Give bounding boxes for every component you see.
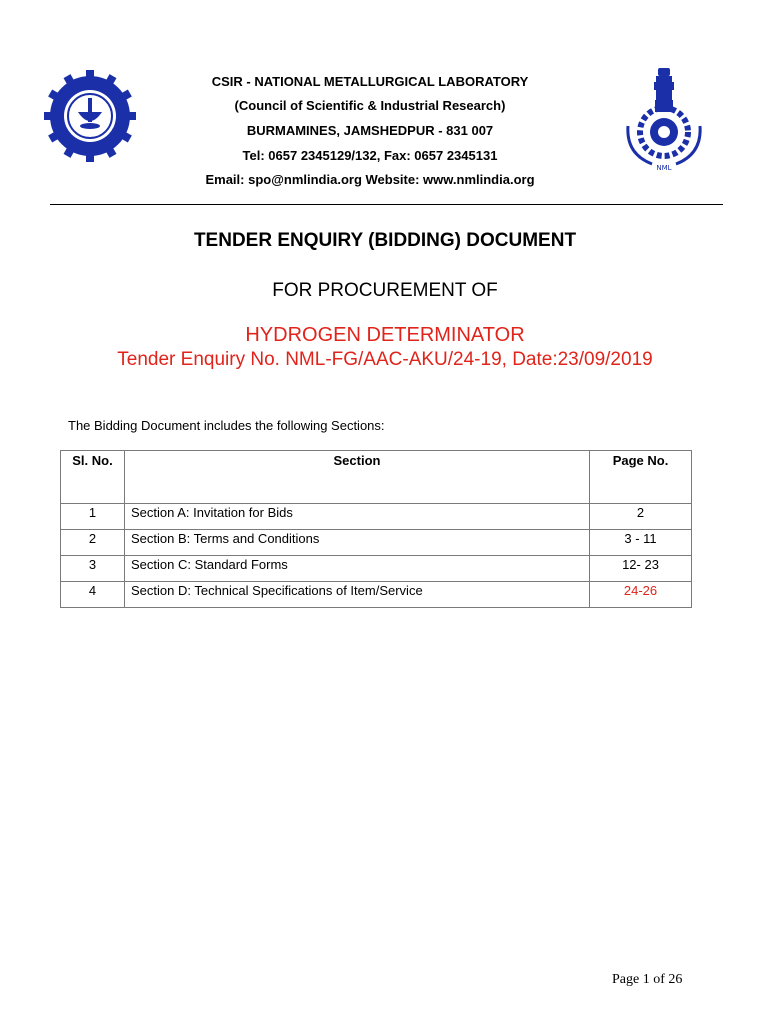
row-page: 24-26	[590, 582, 692, 608]
sections-table	[60, 450, 692, 608]
document-subtitle: FOR PROCUREMENT OF	[272, 280, 498, 301]
email-website: Email: spo@nmlindia.org Website: www.nmlindia.org	[205, 172, 535, 187]
table-row	[61, 530, 692, 556]
nml-logo	[622, 66, 706, 172]
row-page: 2	[590, 504, 692, 530]
lab-name: CSIR - NATIONAL METALLURGICAL LABORATORY	[211, 74, 529, 89]
header-sl-no: Sl. No.	[61, 451, 125, 504]
row-sl-no: 2	[61, 530, 125, 556]
address: BURMAMINES, JAMSHEDPUR - 831 007	[246, 123, 494, 138]
item-name: HYDROGEN DETERMINATOR	[245, 324, 525, 346]
nml-logo-text: NML	[656, 164, 672, 172]
row-section: Section B: Terms and Conditions	[125, 530, 590, 556]
row-sl-no: 4	[61, 582, 125, 608]
table-row	[61, 504, 692, 530]
phone-fax: Tel: 0657 2345129/132, Fax: 0657 2345131	[242, 148, 498, 163]
table-row	[61, 582, 692, 608]
row-page: 12- 23	[590, 556, 692, 582]
document-title: TENDER ENQUIRY (BIDDING) DOCUMENT	[193, 230, 577, 251]
row-page: 3 - 11	[590, 530, 692, 556]
row-sl-no: 1	[61, 504, 125, 530]
intro-text: The Bidding Document includes the following Sections:	[68, 418, 385, 433]
header-divider	[50, 204, 723, 205]
table-header-row	[61, 451, 692, 504]
row-sl-no: 3	[61, 556, 125, 582]
header-page-no: Page No.	[590, 451, 692, 504]
row-section: Section A: Invitation for Bids	[125, 504, 590, 530]
table-row	[61, 556, 692, 582]
header-section: Section	[125, 451, 590, 504]
row-section: Section D: Technical Specifications of Item/Service	[125, 582, 590, 608]
csir-logo	[42, 68, 138, 164]
page-number: Page 1 of 26	[612, 972, 683, 987]
row-section: Section C: Standard Forms	[125, 556, 590, 582]
tender-enquiry-number: Tender Enquiry No. NML-FG/AAC-AKU/24-19, Date:23/09/2019	[117, 349, 653, 370]
council-name: (Council of Scientific & Industrial Research)	[234, 98, 506, 113]
